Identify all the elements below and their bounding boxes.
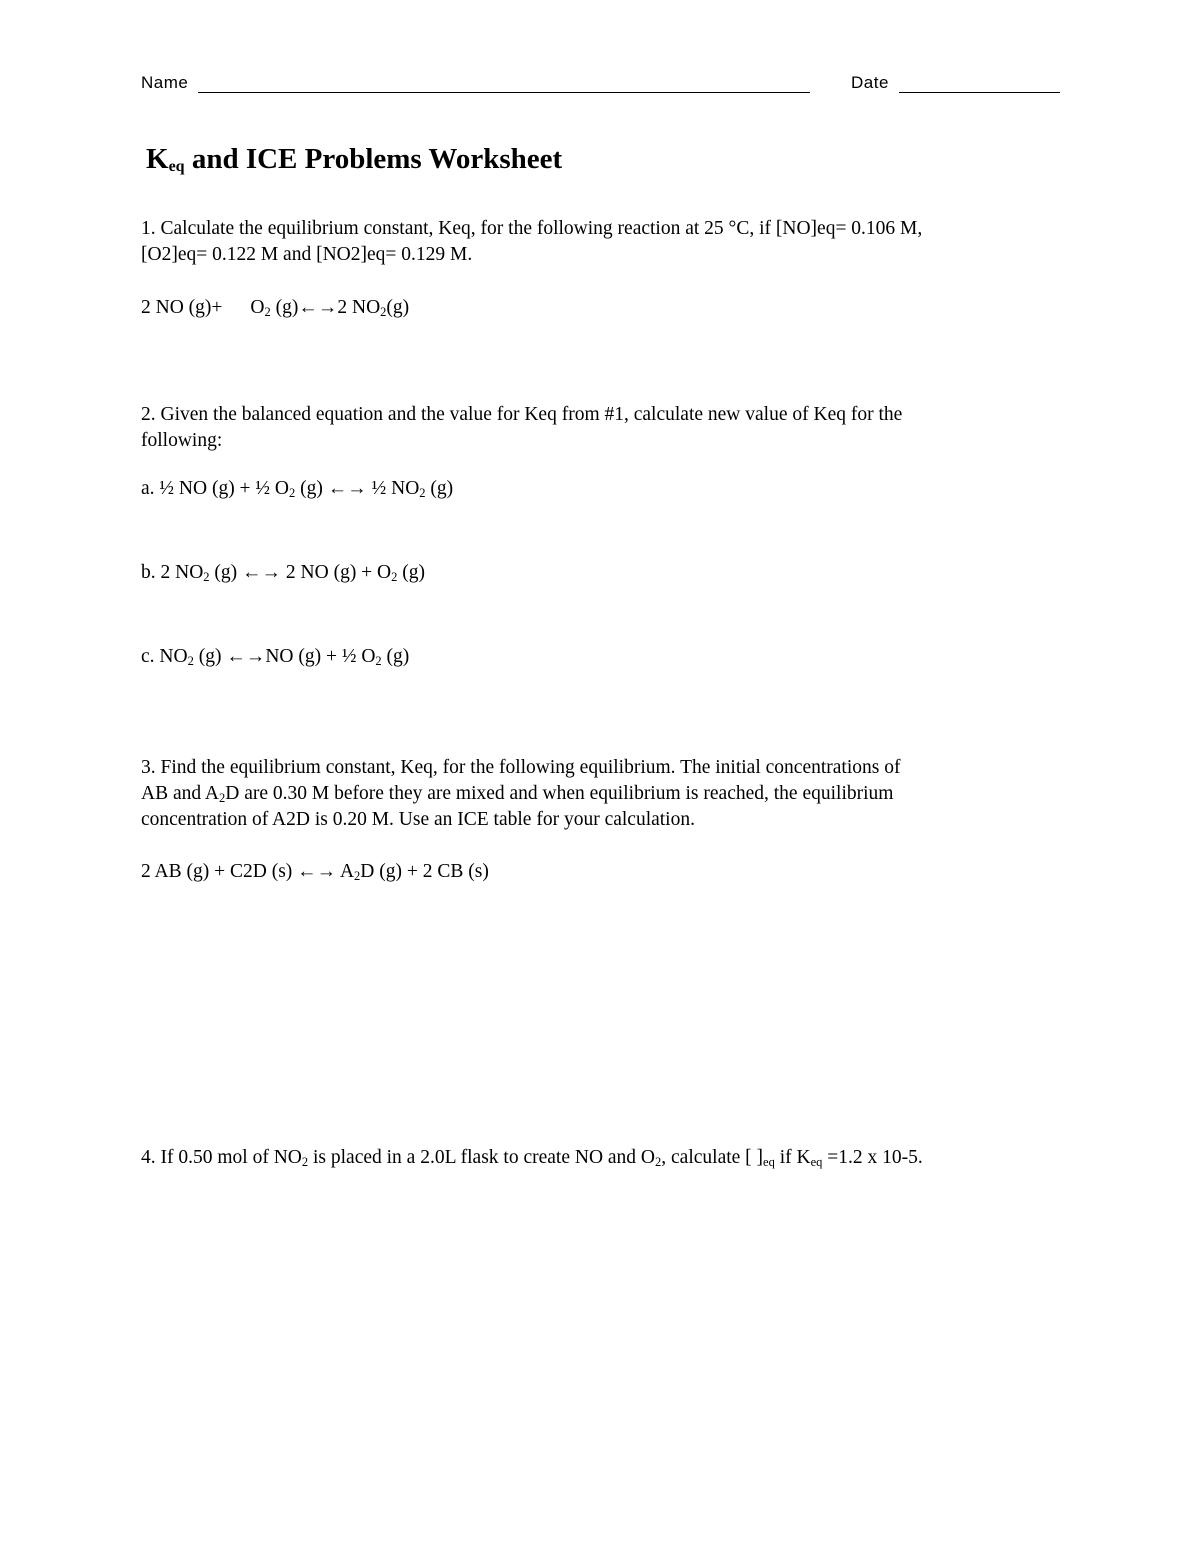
q2c-sub: 2 xyxy=(187,654,194,668)
q3-eq-sub: 2 xyxy=(354,869,361,883)
q4-sub: eq xyxy=(810,1155,823,1169)
q3-line2 xyxy=(141,781,893,807)
q2-line1: 2. Given the balanced equation and the value for Keq from #1, calculate new value of Keq for the xyxy=(141,404,903,425)
q2-part-c xyxy=(141,644,409,670)
q1-eq-part: O xyxy=(250,297,265,318)
date-label: Date xyxy=(851,73,889,92)
q2b-text: (g) xyxy=(397,562,426,583)
page-title xyxy=(146,143,562,176)
title-k: K xyxy=(146,143,169,175)
q1-eq-part: (g)←→2 NO xyxy=(270,297,381,318)
q4-sub: 2 xyxy=(655,1155,662,1169)
q4-part: , calculate [ ] xyxy=(661,1147,764,1168)
q2a-text: (g) xyxy=(425,478,454,499)
q4-part: 4. If 0.50 mol of NO xyxy=(141,1147,302,1168)
q2-part-b xyxy=(141,560,425,586)
q1-line2: [O2]eq= 0.122 M and [NO2]eq= 0.129 M. xyxy=(141,244,473,265)
q3-eq-text: D (g) + 2 CB (s) xyxy=(360,861,489,882)
title-rest: and ICE Problems Worksheet xyxy=(184,143,563,175)
q2-part-a xyxy=(141,476,453,502)
q2b-sub: 2 xyxy=(203,570,210,584)
q2b-sub: 2 xyxy=(391,570,398,584)
q1-eq-sub: 2 xyxy=(264,305,271,319)
q2c-text: (g) ←→NO (g) + ½ O xyxy=(193,646,376,667)
q4-part: =1.2 x 10-5. xyxy=(822,1147,923,1168)
q4-part: is placed in a 2.0L flask to create NO and O xyxy=(308,1147,656,1168)
q1-eq-sub: 2 xyxy=(380,305,387,319)
q3-line2-text: D are 0.30 M before they are mixed and when equilibrium is reached, the equilibrium xyxy=(225,783,894,804)
q3-line2-text: AB and A xyxy=(141,783,219,804)
q2a-sub: 2 xyxy=(419,486,426,500)
name-field-line[interactable] xyxy=(198,92,810,93)
date-field-line[interactable] xyxy=(899,92,1060,93)
q3-line1: 3. Find the equilibrium constant, Keq, for the following equilibrium. The initial concentrations of xyxy=(141,757,901,778)
q2a-sub: 2 xyxy=(289,486,296,500)
q2c-text: (g) xyxy=(381,646,410,667)
q2c-text: c. NO xyxy=(141,646,188,667)
q2-line2: following: xyxy=(141,430,223,451)
q1-eq-part: (g) xyxy=(386,297,410,318)
q4-text xyxy=(141,1145,923,1171)
q4-sub: eq xyxy=(763,1155,775,1169)
q1-eq-part: 2 NO (g)+ xyxy=(141,297,223,318)
q4-part: if K xyxy=(774,1147,811,1168)
name-label: Name xyxy=(141,73,189,92)
q2a-text: a. ½ NO (g) + ½ O xyxy=(141,478,290,499)
q2b-text: b. 2 NO xyxy=(141,562,204,583)
q2c-sub: 2 xyxy=(375,654,382,668)
q2a-text: (g) ←→ ½ NO xyxy=(295,478,420,499)
q3-eq-text: 2 AB (g) + C2D (s) ←→ A xyxy=(141,861,355,882)
q1-line1: 1. Calculate the equilibrium constant, Keq, for the following reaction at 25 °C, if [NO]eq= 0.106 M, xyxy=(141,218,923,239)
q3-line3: concentration of A2D is 0.20 M. Use an ICE table for your calculation. xyxy=(141,809,695,830)
q4-sub: 2 xyxy=(301,1155,309,1169)
q3-line2-sub: 2 xyxy=(219,791,226,805)
q1-equation xyxy=(141,295,409,321)
title-k-subscript: eq xyxy=(168,158,185,175)
q3-equation xyxy=(141,859,489,885)
q2b-text: (g) ←→ 2 NO (g) + O xyxy=(209,562,392,583)
